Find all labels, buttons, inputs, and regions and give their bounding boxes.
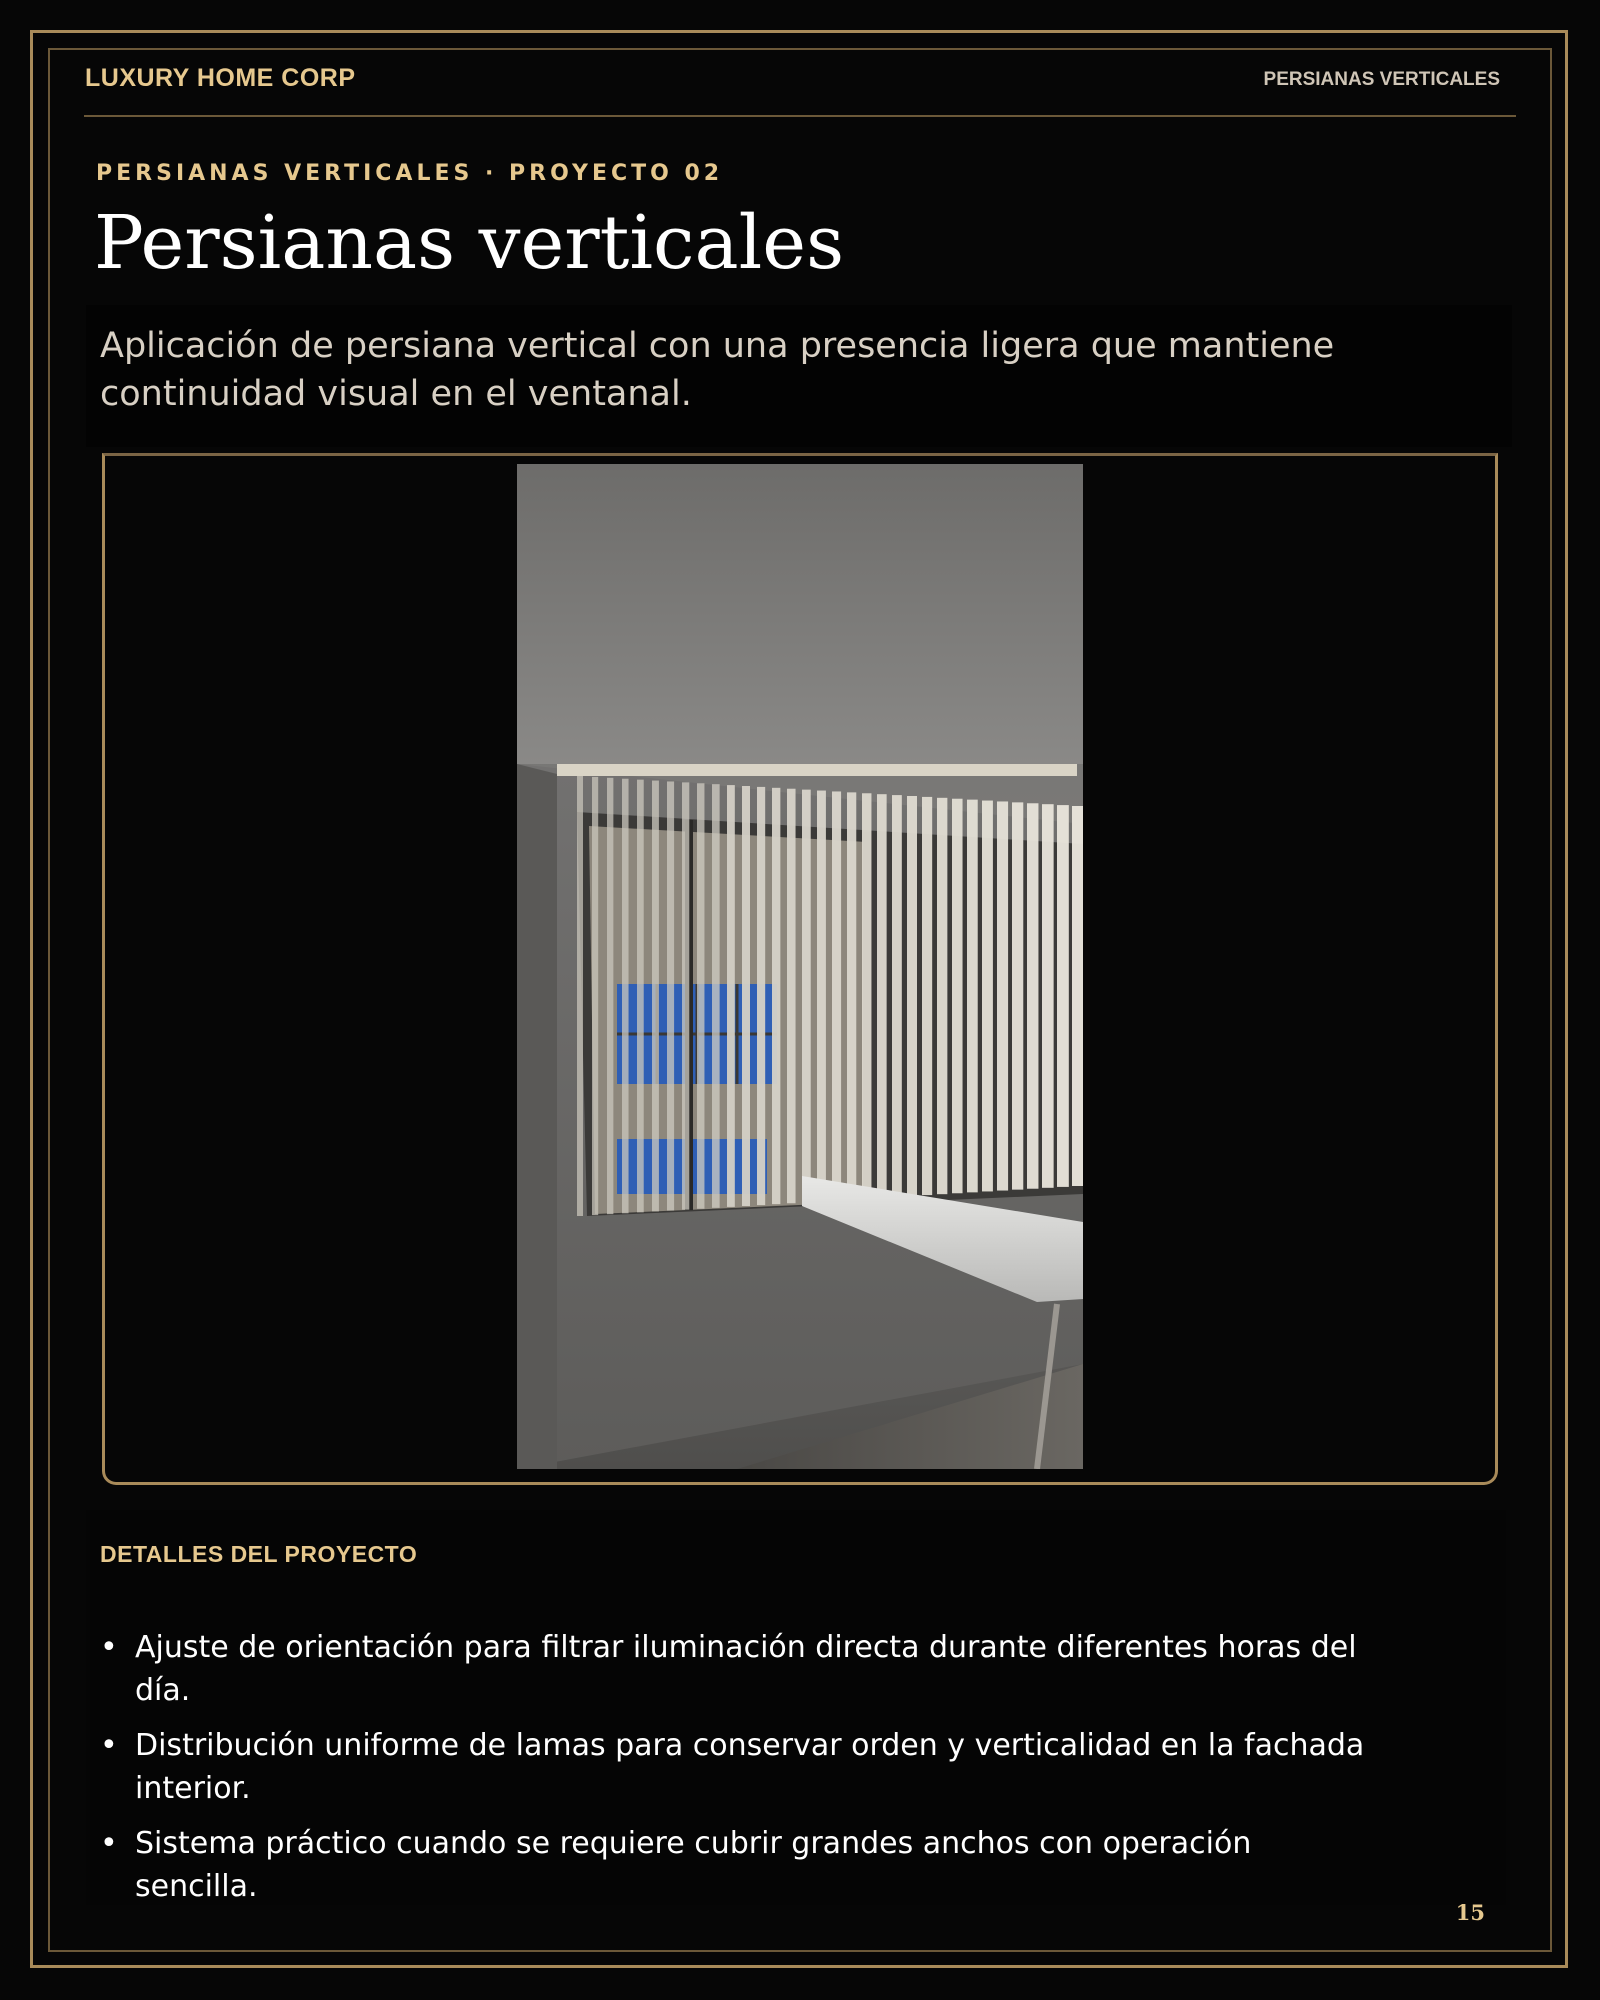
blind-slat	[1012, 802, 1023, 1189]
details-list	[100, 1626, 1380, 1920]
blind-slat	[757, 787, 765, 1205]
blind-slat	[607, 778, 613, 1214]
blind-slat	[832, 791, 841, 1200]
page-title: Persianas verticales	[94, 200, 845, 286]
page-subtitle: Aplicación de persiana vertical con una presencia ligera que mantiene continuidad visual en el ventanal.	[100, 326, 1335, 414]
detail-item: • Distribución uniforme de lamas para conservar orden y verticalidad en la fachada interior.	[100, 1724, 1380, 1810]
blind-slat	[922, 797, 932, 1195]
blind-slat	[682, 782, 689, 1209]
blind-slat	[1072, 806, 1083, 1186]
blind-slat	[772, 788, 780, 1204]
detail-item: • Sistema práctico cuando se requiere cubrir grandes anchos con operación sencilla.	[100, 1822, 1380, 1908]
ceiling	[517, 464, 1083, 764]
blind-slat	[877, 794, 887, 1198]
blind-slat	[862, 793, 871, 1198]
blind-slat	[1042, 804, 1054, 1188]
blind-slat	[592, 777, 598, 1215]
blind-slat	[967, 800, 978, 1193]
blind-slat	[997, 801, 1008, 1190]
eyebrow-label: PERSIANAS VERTICALES · PROYECTO 02	[96, 161, 724, 186]
blind-slat	[802, 790, 811, 1203]
blind-slat	[1027, 803, 1038, 1188]
blind-slat	[817, 791, 826, 1202]
project-photo	[517, 464, 1083, 1469]
blind-slat	[667, 781, 674, 1210]
header-divider	[84, 115, 1516, 117]
blind-slat	[937, 798, 947, 1194]
blind-slat	[952, 799, 963, 1194]
blind-slat	[622, 779, 629, 1214]
details-heading: DETALLES DEL PROYECTO	[100, 1541, 418, 1567]
blind-slat	[577, 776, 583, 1216]
blind-slat	[787, 789, 796, 1204]
photo-illustration	[517, 464, 1083, 1469]
blind-slat	[1057, 805, 1069, 1187]
blind-slat	[892, 795, 902, 1197]
blind-slat	[907, 796, 917, 1196]
blind-slat	[712, 784, 720, 1208]
detail-item: • Ajuste de orientación para filtrar iluminación directa durante diferentes horas del día.	[100, 1626, 1380, 1712]
blind-slat	[652, 781, 659, 1212]
vertical-blinds	[557, 764, 1077, 776]
blind-slat	[697, 783, 704, 1208]
blind-slat	[847, 792, 856, 1199]
brand-name: LUXURY HOME CORP	[85, 64, 356, 92]
blind-slat	[637, 780, 644, 1213]
blind-slat	[727, 785, 735, 1207]
blind-slat	[982, 801, 993, 1192]
blind-slat	[742, 786, 750, 1206]
page-number: 15	[1455, 1900, 1485, 1925]
side-wall	[517, 764, 557, 1469]
header-section-name: PERSIANAS VERTICALES	[1263, 69, 1500, 90]
